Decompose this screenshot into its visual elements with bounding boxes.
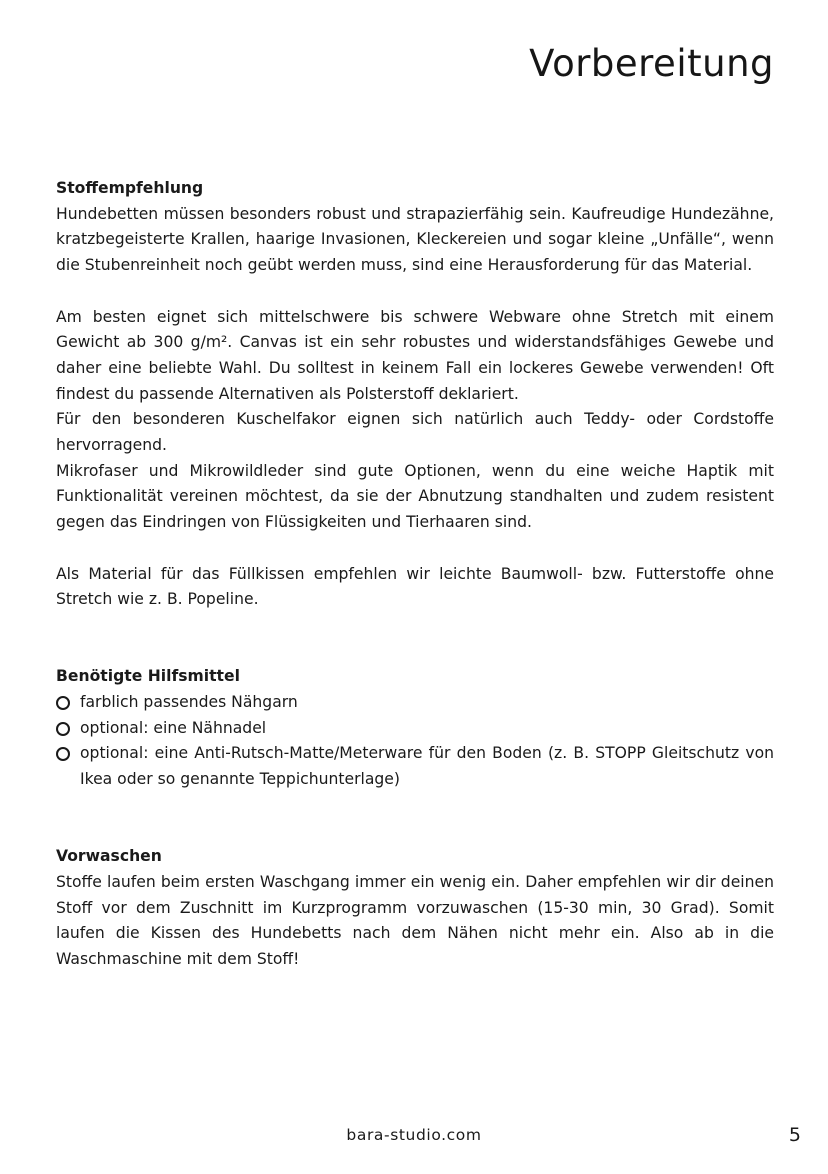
tools-heading: Benötigte Hilfsmittel [56,667,240,686]
footer-website: bara-studio.com [346,1126,482,1144]
fabric-heading: Stoffempfehlung [56,179,204,197]
fabric-paragraph: Hundebetten müssen besonders robust und strapazierfähig sein. Kaufreudige Hundezähne, kratzbegeisterte Krallen, haarige Invasionen, Kleckereien und sogar kleine „Unfälle“, wenn die Stubenreinheit noch geübt werden muss, sind eine Herausforderung für das Material. [56,204,774,275]
page-content [56,176,774,973]
tools-section [56,664,774,793]
fabric-section [56,176,774,613]
circle-bullet-icon [56,747,70,761]
page-title: Vorbereitung [529,42,774,85]
list-item-text: optional: eine Anti-Rutsch-Matte/Meterware für den Boden (z. B. STOPP Gleitschutz von Ikea oder so genannte Teppichunterlage) [80,744,774,789]
page-number: 5 [788,1124,801,1146]
list-item [56,716,774,742]
circle-bullet-icon [56,696,70,710]
prewash-section [56,844,774,973]
circle-bullet-icon [56,722,70,736]
fabric-paragraph: Mikrofaser und Mikrowildleder sind gute Optionen, wenn du eine weiche Haptik mit Funktionalität vereinen möchtest, da sie der Abnutzung standhalten und zudem resistent gegen das Eindringen von Flüssigkeiten und Tierhaaren sind. [56,461,774,532]
prewash-heading: Vorwaschen [56,847,162,866]
fabric-paragraph: Am besten eignet sich mittelschwere bis schwere Webware ohne Stretch mit einem Gewicht ab 300 g/m². Canvas ist ein sehr robustes und widerstandsfähiges Gewebe und daher eine beliebte Wahl. Du solltest in keinem Fall ein lockeres Gewebe verwenden! Oft findest du passende Alternativen als Polsterstoff deklariert. [56,307,774,403]
list-item-text: farblich passendes Nähgarn [80,693,298,712]
list-item [56,741,774,792]
fabric-paragraph: Für den besonderen Kuschelfakor eignen sich natürlich auch Teddy- oder Cordstoffe hervorragend. [56,410,774,455]
list-item [56,690,774,716]
list-item-text: optional: eine Nähnadel [80,718,267,737]
prewash-paragraph: Stoffe laufen beim ersten Waschgang immer ein wenig ein. Daher empfehlen wir dir deinen Stoff vor dem Zuschnitt im Kurzprogramm vorzuwaschen (15-30 min, 30 Grad). Somit laufen die Kissen des Hundebetts nach dem Nähen nicht mehr ein. Also ab in die Waschmaschine mit dem Stoff! [56,872,774,969]
fabric-paragraph: Als Material für das Füllkissen empfehlen wir leichte Baumwoll- bzw. Futterstoffe ohne Stretch wie z. B. Popeline. [56,564,774,609]
tools-list [56,690,774,793]
